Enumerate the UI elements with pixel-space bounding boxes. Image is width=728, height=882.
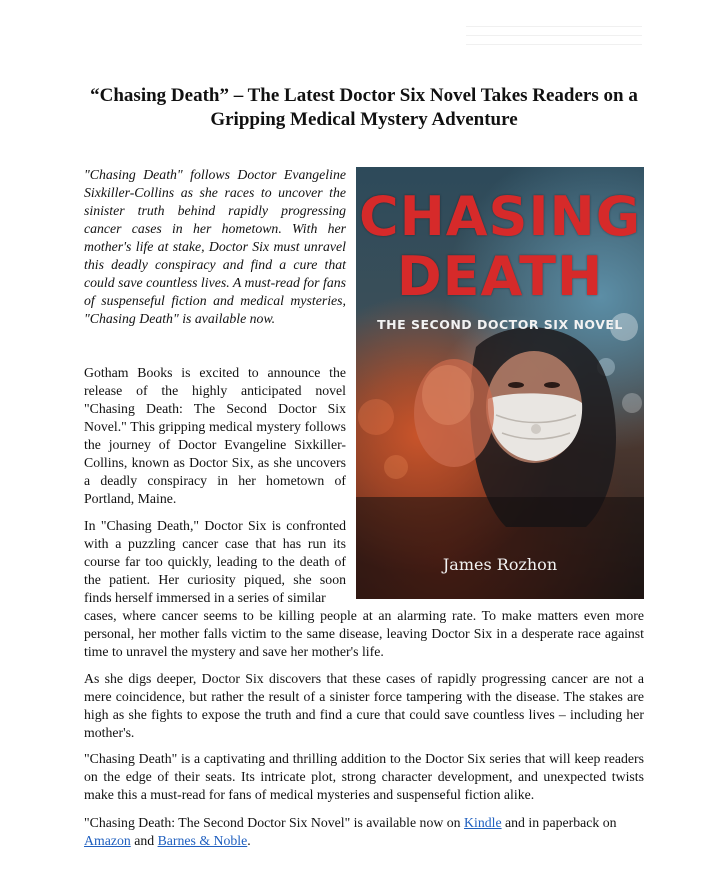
title-line-1: “Chasing Death” – The Latest Doctor Six Novel Takes Readers on a [90, 85, 638, 106]
availability-text-end: . [247, 833, 251, 848]
cover-author: James Rozhon [442, 555, 558, 574]
availability-paragraph [84, 814, 644, 850]
body-paragraph-4: "Chasing Death" is a captivating and thrilling addition to the Doctor Six series that will keep readers on the edge of their seats. Its intricate plot, strong character development, and unexpected twists make this a must-read for fans of medical mysteries and suspenseful fiction alike. [84, 751, 644, 802]
body-paragraph-2-start: In "Chasing Death," Doctor Six is confronted with a puzzling cancer case that has run its course far too quickly, leading to the death of the patient. Her curiosity piqued, she soon finds herself immersed in a series of similar [84, 518, 346, 605]
amazon-link[interactable]: Amazon [84, 833, 131, 848]
abstract-paragraph: "Chasing Death" follows Doctor Evangeline Sixkiller-Collins as she races to uncover the sinister truth behind rapidly progressing cancer cases in her hometown. With her mother's life at stake, Doctor Six must unravel this deadly conspiracy and find a cure that could save countless lives. A must-read for fans of suspenseful fiction and medical mysteries, "Chasing Death" is available now. [84, 167, 346, 326]
cover-title-line-2: DEATH [396, 245, 604, 308]
availability-text-and: and [130, 833, 158, 848]
body-paragraph-1: Gotham Books is excited to announce the release of the highly anticipated novel "Chasing Death: The Second Doctor Six Novel." This gripping medical mystery follows the journey of Doctor Evangeline Sixkiller-Collins, known as Doctor Six, as she uncovers a deadly conspiracy in her hometown of Portland, Maine. [84, 365, 346, 506]
faint-header-lines [466, 26, 642, 60]
kindle-link[interactable]: Kindle [464, 815, 502, 830]
body-paragraph-2-continued: cases, where cancer seems to be killing people at an alarming rate. To make matters even more personal, her mother falls victim to the same disease, leaving Doctor Six in a desperate race against time to unravel the mystery and save her mother's life. [84, 608, 644, 659]
article-title [70, 84, 658, 132]
cover-subtitle: THE SECOND DOCTOR SIX NOVEL [377, 317, 623, 332]
availability-text-middle: and in paperback on [501, 815, 617, 830]
book-cover-image [356, 167, 644, 599]
barnes-noble-link[interactable]: Barnes & Noble [157, 833, 248, 848]
cover-title-line-1: CHASING [358, 185, 642, 248]
body-paragraph-3: As she digs deeper, Doctor Six discovers that these cases of rapidly progressing cancer are not a mere coincidence, but rather the result of a sinister force tampering with the disease. The stakes are high as she fights to expose the truth and find a cure that could save countless lives – including her mother's. [84, 671, 644, 740]
title-line-2: Gripping Medical Mystery Adventure [210, 109, 518, 130]
availability-text-before: "Chasing Death: The Second Doctor Six Novel" is available now on [84, 815, 465, 830]
